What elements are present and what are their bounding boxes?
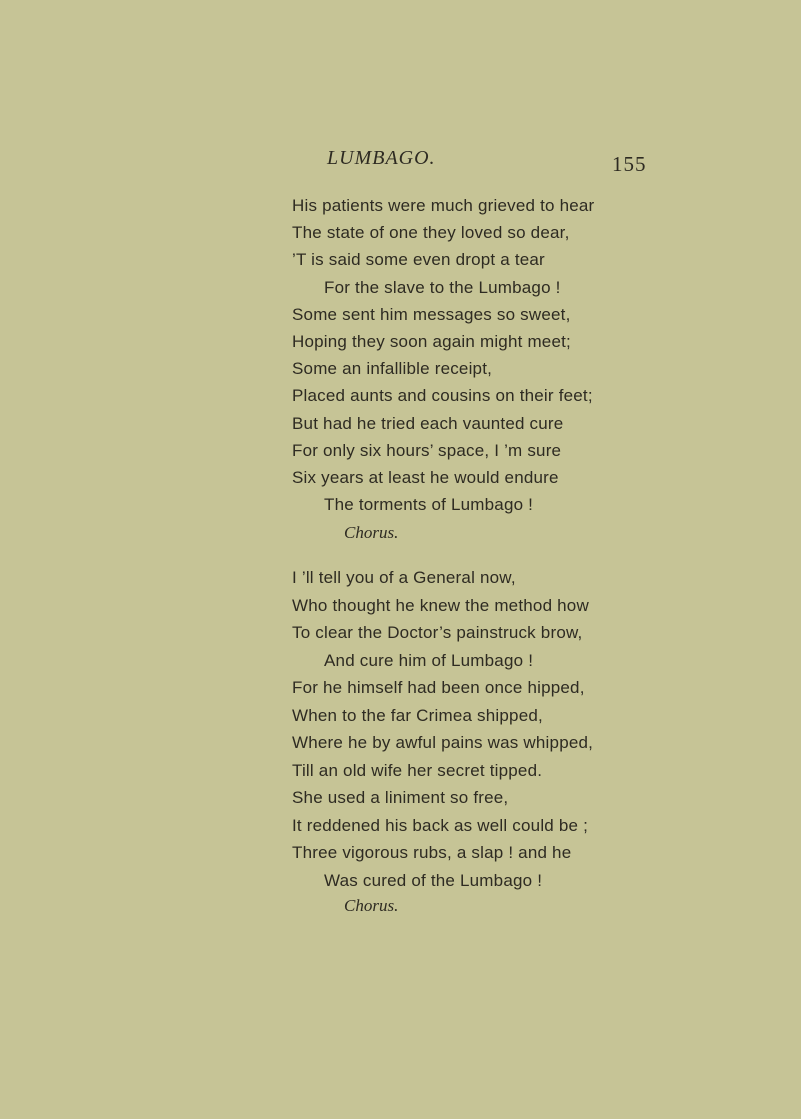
verse-line-refrain: Was cured of the Lumbago !	[324, 870, 543, 890]
verse-line: But had he tried each vaunted cure	[292, 413, 564, 433]
verse-line: I ’ll tell you of a General now,	[292, 568, 516, 587]
verse-line: Some sent him messages so sweet,	[292, 304, 571, 324]
verse-line: When to the far Crimea shipped,	[292, 705, 543, 725]
verse-line: She used a liniment so free,	[292, 788, 509, 807]
page-number: 155	[612, 152, 647, 176]
verse-line: His patients were much grieved to hear	[292, 196, 595, 215]
verse-line: Placed aunts and cousins on their feet;	[292, 386, 593, 406]
verse-line-refrain: The torments of Lumbago !	[324, 495, 534, 515]
verse-line: For only six hours’ space, I ’m sure	[292, 440, 562, 460]
chorus-label: Chorus.	[344, 896, 399, 915]
verse-line-refrain: And cure him of Lumbago !	[324, 650, 534, 670]
verse-line: Who thought he knew the method how	[292, 595, 589, 615]
running-title: LUMBAGO.	[327, 147, 436, 169]
stanza-1	[292, 192, 632, 548]
verse-line: To clear the Doctor’s painstruck brow,	[292, 623, 583, 642]
verse-line: The state of one they loved so dear,	[292, 223, 570, 243]
verse-line-refrain: For the slave to the Lumbago !	[324, 277, 561, 297]
verse-line: For he himself had been once hipped,	[292, 678, 585, 697]
verse-line: Three vigorous rubs, a slap ! and he	[292, 843, 572, 862]
verse-line: Hoping they soon again might meet;	[292, 331, 571, 351]
verse-line: ’T is said some even dropt a tear	[292, 250, 545, 270]
verse-line: Some an infallible receipt,	[292, 359, 493, 379]
verse-line: Six years at least he would endure	[292, 467, 559, 487]
chorus-label: Chorus.	[344, 523, 399, 543]
verse-line: Till an old wife her secret tipped.	[292, 760, 543, 780]
verse-line: It reddened his back as well could be ;	[292, 815, 589, 835]
verse-line: Where he by awful pains was whipped,	[292, 733, 594, 752]
stanza-2	[292, 564, 632, 924]
